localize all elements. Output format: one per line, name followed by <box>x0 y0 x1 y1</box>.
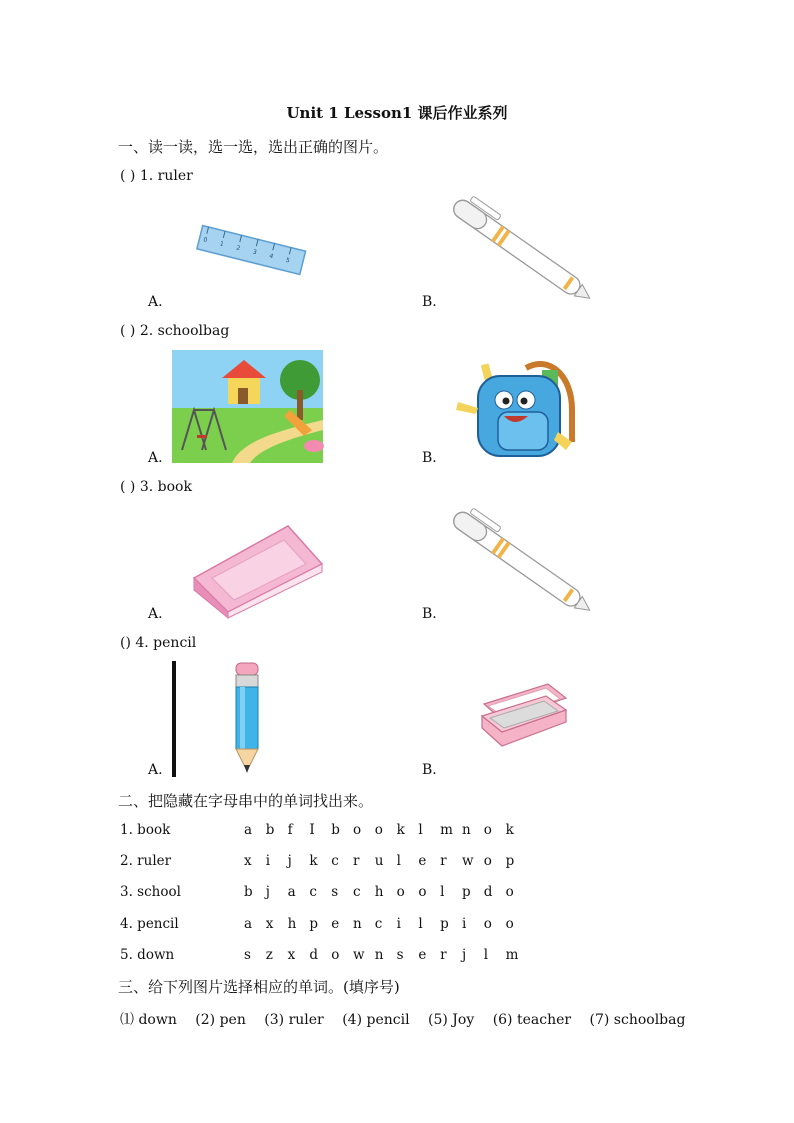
target-word: 2. ruler <box>120 853 172 869</box>
letter: o <box>396 884 405 900</box>
question-4-prompt: () 4. pencil <box>120 635 197 651</box>
pencil-case-image <box>478 682 570 748</box>
question-3-prompt: ( ) 3. book <box>120 479 192 495</box>
letter: m <box>505 947 519 963</box>
letter-string <box>244 916 544 932</box>
letter: o <box>505 884 514 900</box>
letter: n <box>352 916 362 932</box>
letter: k <box>396 822 405 838</box>
schoolbag-image <box>454 350 584 465</box>
ruler-tick-3: 3 <box>251 248 258 257</box>
letter: p <box>505 853 515 869</box>
letter: r <box>352 853 360 869</box>
section-2-heading: 二、把隐藏在字母串中的单词找出来。 <box>118 792 374 810</box>
letter: r <box>440 853 447 869</box>
pen-image-2 <box>442 504 602 624</box>
question-1-option-a: A. <box>148 294 163 310</box>
letter: i <box>265 853 271 869</box>
letter: l <box>396 853 401 869</box>
letter: k <box>505 822 514 838</box>
target-word: 4. pencil <box>120 916 179 932</box>
question-3-option-b: B. <box>422 606 437 622</box>
letter: r <box>440 947 447 963</box>
question-1-prompt: ( ) 1. ruler <box>120 168 193 184</box>
word-bank <box>120 1009 699 1029</box>
letter: d <box>309 947 319 963</box>
letter: o <box>374 822 383 838</box>
letter: c <box>309 884 317 900</box>
ruler-tick-2: 2 <box>235 244 241 253</box>
page-title: Unit 1 Lesson1 课后作业系列 <box>286 104 508 122</box>
letter: m <box>440 822 453 838</box>
question-2-option-a: A. <box>148 450 163 466</box>
letter: b <box>331 822 340 838</box>
letter: p <box>461 884 471 900</box>
letter: z <box>265 947 273 963</box>
letter: f <box>287 822 293 838</box>
word-bank-item: (7) schoolbag <box>589 1012 686 1028</box>
letter: w <box>352 947 365 963</box>
letter: s <box>396 947 404 963</box>
letter: a <box>244 916 253 932</box>
word-bank-item: (3) ruler <box>264 1012 324 1028</box>
letter: n <box>461 822 471 838</box>
question-2-prompt: ( ) 2. schoolbag <box>120 323 230 339</box>
letter: s <box>244 947 251 963</box>
letter: x <box>244 853 252 869</box>
word-bank-item: (6) teacher <box>492 1012 572 1028</box>
letter: c <box>331 853 339 869</box>
letter: I <box>309 822 315 838</box>
target-word: 1. book <box>120 822 171 838</box>
letter-string <box>244 822 544 838</box>
letter-string <box>244 884 544 900</box>
section-3-heading: 三、给下列图片选择相应的单词。(填序号) <box>118 978 400 996</box>
word-bank-item: (4) pencil <box>342 1012 410 1028</box>
section-1-heading: 一、读一读，选一选，选出正确的图片。 <box>118 138 389 156</box>
letter: c <box>374 916 383 932</box>
letter: p <box>309 916 319 932</box>
letter: n <box>374 947 384 963</box>
letter: o <box>505 916 514 932</box>
letter: l <box>418 822 423 838</box>
letter: j <box>461 947 467 963</box>
target-word: 3. school <box>120 884 181 900</box>
letter: e <box>331 916 340 932</box>
ruler-tick-5: 5 <box>284 256 291 265</box>
letter: o <box>331 947 340 963</box>
letter: x <box>265 916 274 932</box>
letter: e <box>418 853 427 869</box>
letter: o <box>483 916 492 932</box>
question-3-option-a: A. <box>148 606 163 622</box>
letter: o <box>483 822 492 838</box>
letter-string <box>244 947 544 963</box>
word-bank-item: (2) pen <box>195 1012 246 1028</box>
letter: b <box>244 884 253 900</box>
letter: p <box>440 916 449 932</box>
playground-image <box>172 350 323 463</box>
letter: k <box>309 853 318 869</box>
letter: u <box>374 853 384 869</box>
pen-image <box>442 192 602 312</box>
letter: j <box>265 884 270 900</box>
letter: b <box>265 822 275 838</box>
question-4-option-a: A. <box>148 762 163 778</box>
letter: d <box>483 884 493 900</box>
letter: a <box>287 884 296 900</box>
letter: i <box>461 916 467 932</box>
letter: h <box>374 884 384 900</box>
ruler-tick-1: 1 <box>218 240 225 249</box>
letter: c <box>352 884 361 900</box>
letter: e <box>418 947 427 963</box>
vertical-bar <box>172 661 176 777</box>
letter: l <box>418 916 423 932</box>
question-4-option-b: B. <box>422 762 437 778</box>
letter: i <box>396 916 401 932</box>
letter: a <box>244 822 253 838</box>
letter: o <box>352 822 362 838</box>
letter-string <box>244 853 544 869</box>
letter: l <box>483 947 489 963</box>
letter: w <box>461 853 474 869</box>
pencil-image <box>232 663 262 777</box>
ruler-tick-0: 0 <box>202 236 208 244</box>
letter: l <box>440 884 445 900</box>
letter: o <box>483 853 492 869</box>
ruler-image <box>196 226 306 276</box>
letter: j <box>287 853 292 869</box>
word-bank-item: ⑴ down <box>120 1012 177 1028</box>
book-image <box>188 520 326 618</box>
ruler-tick-4: 4 <box>268 252 274 261</box>
target-word: 5. down <box>120 947 175 963</box>
letter: x <box>287 947 296 963</box>
question-1-option-b: B. <box>422 294 437 310</box>
letter: h <box>287 916 297 932</box>
letter: o <box>418 884 427 900</box>
letter: s <box>331 884 339 900</box>
word-bank-item: (5) Joy <box>428 1012 475 1028</box>
question-2-option-b: B. <box>422 450 437 466</box>
